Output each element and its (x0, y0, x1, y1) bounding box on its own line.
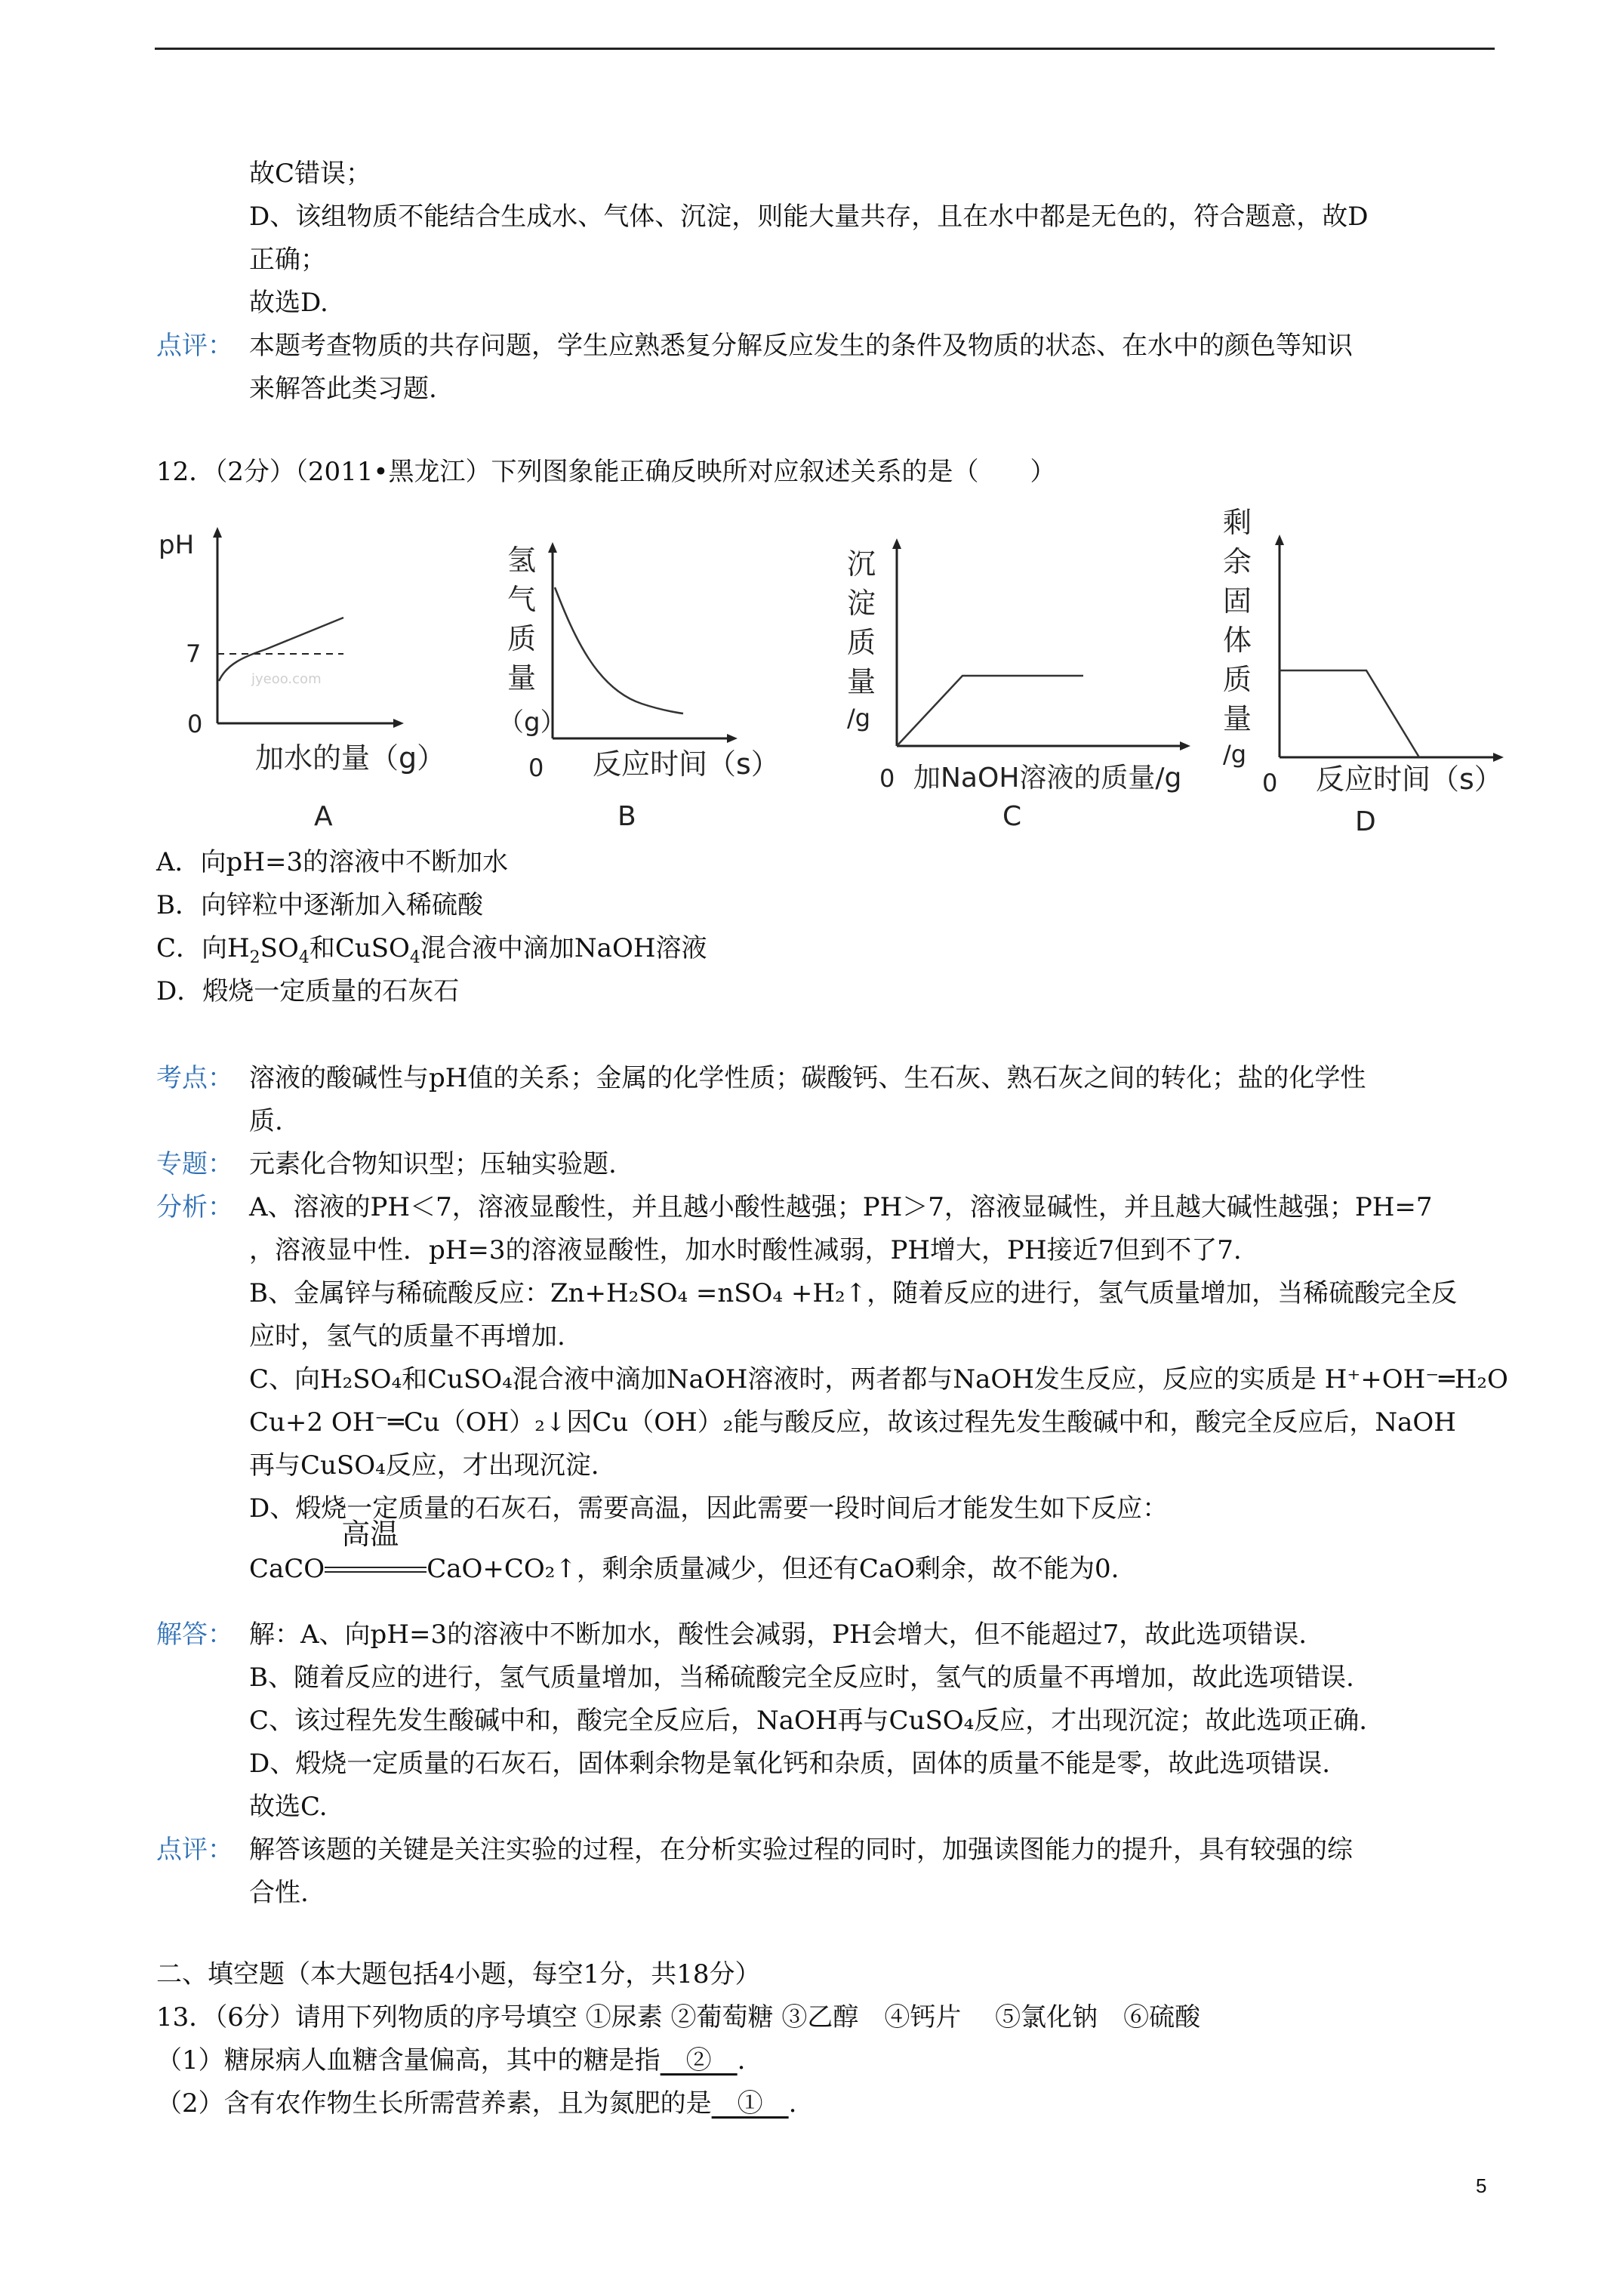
page-number: 5 (1476, 2174, 1487, 2197)
q13-item-2: （2）含有农作物生长所需营养素，且为氮肥的是 ① . (156, 2088, 797, 2119)
section-heading: 二、填空题（本大题包括4小题，每空1分，共18分） (156, 1959, 761, 1989)
option-b: B．向锌粒中逐渐加入稀硫酸 (156, 890, 483, 920)
text-line: 故C错误； (249, 159, 372, 189)
text-line: 本题考查物质的共存问题，学生应熟悉复分解反应发生的条件及物质的状态、在水中的颜色等知识 (249, 331, 1353, 361)
condition-label: 高温 (341, 1518, 399, 1551)
y-unit: /g (847, 704, 871, 732)
figure-b (498, 544, 780, 832)
y-label-char: 质 (847, 626, 876, 659)
text-line: ，溶液显中性．pH=3的溶液显酸性，加水时酸性减弱，PH增大，PH接近7但到不了7. (249, 1235, 1242, 1265)
label-fenxi: 分析： (156, 1192, 233, 1222)
text-line: C、该过程先发生酸碱中和，酸完全反应后，NaOH再与CuSO₄反应，才出现沉淀；故此选项正确. (249, 1706, 1368, 1736)
text-line: C、向H₂SO₄和CuSO₄混合液中滴加NaOH溶液时，两者都与NaOH发生反应，反应的实质是 H⁺+OH⁻═H₂O (249, 1364, 1508, 1395)
label-kaodian: 考点： (156, 1063, 233, 1093)
label-dianping: 点评： (156, 1835, 233, 1865)
y-label-char: 余 (1223, 545, 1252, 578)
question-12: 12．（2分）（2011•黑龙江）下列图象能正确反映所对应叙述关系的是（ ） (156, 457, 1056, 487)
x-label: 加水的量（g） (255, 741, 446, 775)
option-a: A．向pH=3的溶液中不断加水 (156, 847, 509, 877)
hydrogen-curve (555, 587, 683, 713)
answer-blank: ① (711, 2088, 789, 2119)
text-line: 质. (249, 1106, 283, 1136)
y-label-char: 剩 (1223, 506, 1252, 539)
y-unit: /g (1223, 740, 1247, 769)
y-label-char: 质 (1223, 663, 1252, 696)
y-label-char: 质 (507, 622, 537, 655)
precipitate-line (897, 676, 1083, 746)
tick-0: 0 (187, 710, 203, 738)
tick-7: 7 (186, 639, 202, 668)
text-line: 故选C. (249, 1792, 328, 1822)
label-dianping: 点评： (156, 331, 233, 361)
text-line: 元素化合物知识型；压轴实验题. (249, 1149, 617, 1179)
x-label: 反应时间（s） (593, 747, 780, 781)
option-c: C．向$H_2SO_4$和CuSO$_4$混合液中滴加NaOH溶液 (156, 933, 707, 967)
figures (0, 0, 1623, 846)
text-line: 解：A、向pH=3的溶液中不断加水，酸性会减弱，PH会增大，但不能超过7，故此选项错误. (249, 1620, 1307, 1650)
text-line: 解答该题的关键是关注实验的过程，在分析实验过程的同时，加强读图能力的提升，具有较强的综 (249, 1835, 1353, 1865)
figure-c (847, 544, 1185, 832)
y-label-char: 量 (847, 665, 876, 698)
y-label-char: 氢 (507, 544, 537, 577)
text-line: 正确； (249, 245, 326, 275)
solid-mass-line (1280, 670, 1419, 757)
text-line: A、溶液的PH＜7，溶液显酸性，并且越小酸性越强；PH＞7，溶液显碱性，并且越大碱性越强；PH=7 (249, 1192, 1433, 1222)
answer-blank: ② (660, 2045, 738, 2076)
tick-0: 0 (879, 764, 895, 793)
y-label-char: 量 (1223, 702, 1252, 735)
x-label: 反应时间（s） (1316, 763, 1503, 796)
high-temp-condition (325, 1518, 427, 1584)
figure-a (159, 530, 445, 832)
label-jieda: 解答： (156, 1620, 233, 1650)
y-label-char: 体 (1223, 624, 1252, 657)
caption-d: D (1355, 806, 1376, 837)
text-line: 故选D. (249, 288, 328, 318)
tick-0: 0 (528, 754, 544, 782)
equation-line: CaCO 高温 CaO+CO₂↑，剩余质量减少，但还有CaO剩余，故不能为0. (249, 1518, 1119, 1584)
y-label-char: 量 (507, 661, 537, 695)
y-label-char: 固 (1223, 584, 1252, 618)
q13-item-1: （1）糖尿病人血糖含量偏高，其中的糖是指 ② . (156, 2045, 746, 2076)
text-line: 溶液的酸碱性与pH值的关系；金属的化学性质；碳酸钙、生石灰、熟石灰之间的转化；盐的化学性 (249, 1063, 1366, 1093)
text-line: B、随着反应的进行，氢气质量增加，当稀硫酸完全反应时，氢气的质量不再增加，故此选项错误. (249, 1663, 1354, 1693)
caption-a: A (314, 801, 333, 832)
y-unit: （g） (498, 707, 566, 738)
tick-0: 0 (1262, 769, 1278, 797)
text-line: 来解答此类习题. (249, 374, 437, 404)
y-label: pH (159, 530, 195, 560)
y-label-char: 气 (507, 583, 537, 616)
y-label-char: 沉 (847, 547, 876, 581)
text-line: D、煅烧一定质量的石灰石，固体剩余物是氧化钙和杂质，固体的质量不能是零，故此选项错误. (249, 1749, 1331, 1779)
question-13: 13．（6分）请用下列物质的序号填空 ①尿素 ②葡萄糖 ③乙醇 ④钙片 ⑤氯化钠 ⑥硫酸 (156, 2002, 1201, 2032)
caption-b: B (617, 801, 636, 832)
text-line: 合性. (249, 1878, 309, 1908)
text-line: Cu+2 OH⁻═Cu（OH）₂↓因Cu（OH）₂能与酸反应，故该过程先发生酸碱中和，酸完全反应后，NaOH (249, 1407, 1456, 1438)
figure-d (1223, 506, 1503, 837)
text-line: D、煅烧一定质量的石灰石，需要高温，因此需要一段时间后才能发生如下反应： (249, 1493, 1169, 1524)
text-line: 再与CuSO₄反应，才出现沉淀. (249, 1450, 599, 1481)
caption-c: C (1002, 801, 1022, 832)
watermark: jyeoo.com (251, 671, 322, 687)
text-line: B、金属锌与稀硫酸反应：Zn+H₂SO₄ =nSO₄ +H₂↑，随着反应的进行，氢气质量增加，当稀硫酸完全反 (249, 1278, 1458, 1308)
text-line: D、该组物质不能结合生成水、气体、沉淀，则能大量共存，且在水中都是无色的，符合题意，故D (249, 202, 1369, 232)
y-label-char: 淀 (847, 587, 876, 620)
option-d: D．煅烧一定质量的石灰石 (156, 976, 460, 1006)
x-label: 加NaOH溶液的质量/g (913, 763, 1182, 794)
text-line: 应时，氢气的质量不再增加. (249, 1321, 565, 1351)
label-zhuanti: 专题： (156, 1149, 233, 1179)
